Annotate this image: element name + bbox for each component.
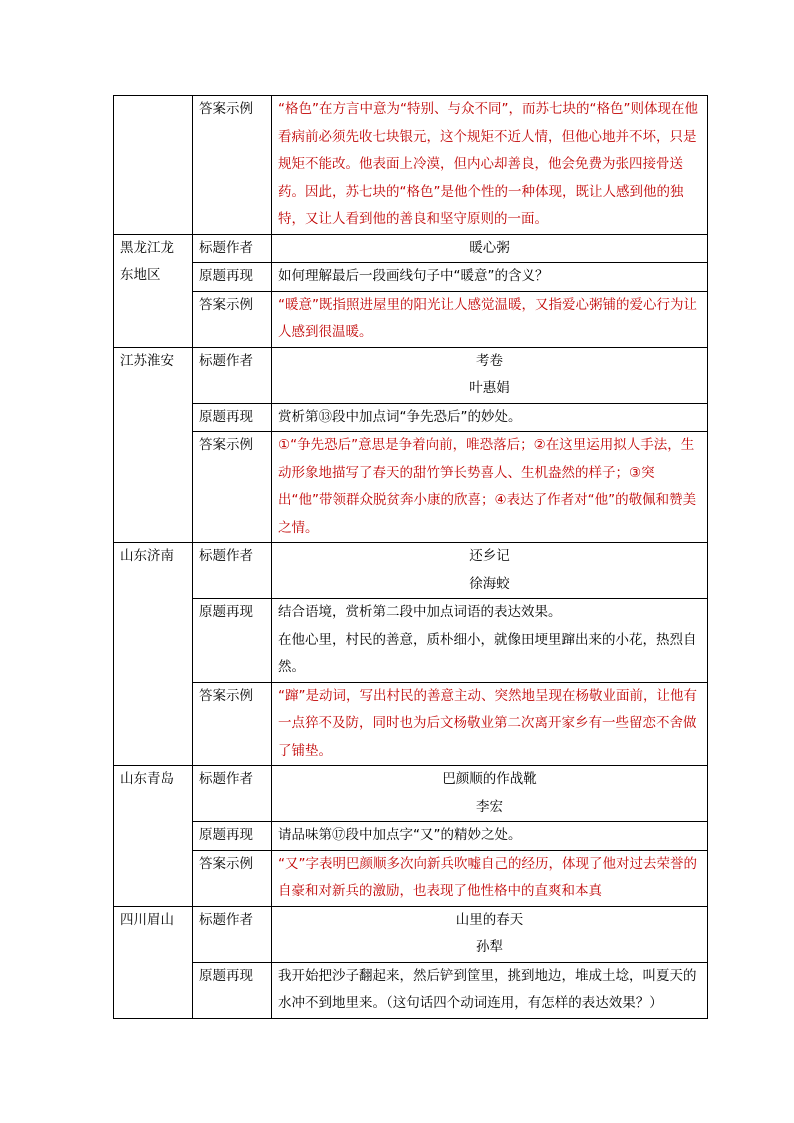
article-title: 考卷: [476, 352, 503, 369]
row-label: 答案示例: [193, 96, 272, 235]
row-label: 原题再现: [193, 962, 272, 1018]
row-label: 标题作者: [193, 234, 272, 263]
region-cell: 黑龙江龙东地区: [114, 234, 193, 347]
article-title: 还乡记: [469, 548, 510, 564]
question-text: 赏析第⑬段中加点词“争先恐后”的妙处。: [272, 403, 708, 432]
table-row: [114, 543, 708, 599]
table-row: [114, 682, 708, 766]
answer-text: “又”字表明巴颜顺多次向新兵吹嘘自己的经历，体现了他对过去荣誉的自豪和对新兵的激励，也表现了他性格中的直爽和本真: [272, 850, 708, 906]
title-author-cell: [272, 906, 708, 962]
region-cell: 江苏淮安: [114, 347, 193, 543]
question-cell: [272, 599, 708, 683]
row-label: 答案示例: [193, 432, 272, 543]
row-label: 原题再现: [193, 822, 272, 851]
question-text: 如何理解最后一段画线句子中“暖意”的含义？: [272, 263, 708, 292]
row-label: 标题作者: [193, 906, 272, 962]
question-text: 结合语境，赏析第二段中加点词语的表达效果。: [278, 604, 562, 620]
row-label: 标题作者: [193, 347, 272, 403]
row-label: 答案示例: [193, 850, 272, 906]
table-row: [114, 822, 708, 851]
region-cell: 山东济南: [114, 543, 193, 766]
row-label: 原题再现: [193, 263, 272, 292]
title-author-cell: [272, 347, 708, 403]
table-row: [114, 599, 708, 683]
table-row: [114, 906, 708, 962]
table-row: [114, 291, 708, 347]
answer-text: ①“争先恐后”意思是争着向前，唯恐落后；②在这里运用拟人手法，生动形象地描写了春天的甜竹笋长势喜人、生机盎然的样子；③突出“他”带领群众脱贫奔小康的欣喜；④表达了作者对“他”的敬佩和赞美之情。: [272, 432, 708, 543]
article-title: 暖心粥: [469, 239, 510, 256]
row-label: 原题再现: [193, 403, 272, 432]
article-author: 李宏: [476, 798, 503, 815]
answer-text: “暖意”既指照进屋里的阳光让人感觉温暖，又指爱心粥铺的爱心行为让人感到很温暖。: [272, 291, 708, 347]
question-text: 请品味第⑰段中加点字“又”的精妙之处。: [272, 822, 708, 851]
table-row: [114, 347, 708, 403]
title-author-cell: [272, 543, 708, 599]
row-label: 标题作者: [193, 543, 272, 599]
table-row: [114, 962, 708, 1018]
row-label: 标题作者: [193, 766, 272, 822]
question-text: 我开始把沙子翻起来，然后铲到筐里，挑到地边，堆成土埝，叫夏天的水冲不到地里来。（这句话四个动词连用，有怎样的表达效果？）: [272, 962, 708, 1018]
table-row: [114, 96, 708, 235]
region-cell: 山东青岛: [114, 766, 193, 907]
article-title: 巴颜顺的作战靴: [442, 771, 537, 787]
row-label: 答案示例: [193, 291, 272, 347]
row-label: 原题再现: [193, 599, 272, 683]
title-author-cell: [272, 766, 708, 822]
row-label: 答案示例: [193, 682, 272, 766]
title-author-cell: [272, 234, 708, 263]
table-row: [114, 432, 708, 543]
region-cell: 四川眉山: [114, 906, 193, 1018]
table-row: [114, 850, 708, 906]
answer-text: “格色”在方言中意为“特别、与众不同”，而苏七块的“格色”则体现在他看病前必须先收七块银元，这个规矩不近人情，但他心地并不坏，只是规矩不能改。他表面上冷漠，但内心却善良，他会免费为张四接骨送药。因此，苏七块的“格色”是他个性的一种体现，既让人感到他的独特，又让人看到他的善良和坚守原则的一面。: [272, 96, 708, 235]
article-title: 山里的春天: [455, 911, 524, 928]
question-quote: 在他心里，村民的善意，质朴细小，就像田埂里蹿出来的小花，热烈自然。: [278, 631, 697, 675]
table-row: [114, 766, 708, 822]
article-author: 孙犁: [476, 939, 503, 955]
article-author: 叶惠娟: [469, 380, 510, 396]
article-author: 徐海蛟: [469, 575, 510, 592]
answer-table: [113, 95, 708, 1019]
answer-text: “蹿”是动词，写出村民的善意主动、突然地呈现在杨敬业面前，让他有一点猝不及防，同时也为后文杨敬业第二次离开家乡有一些留恋不舍做了铺垫。: [272, 682, 708, 766]
table-row: [114, 234, 708, 263]
table-row: [114, 403, 708, 432]
region-cell: [114, 96, 193, 235]
table-row: [114, 263, 708, 292]
